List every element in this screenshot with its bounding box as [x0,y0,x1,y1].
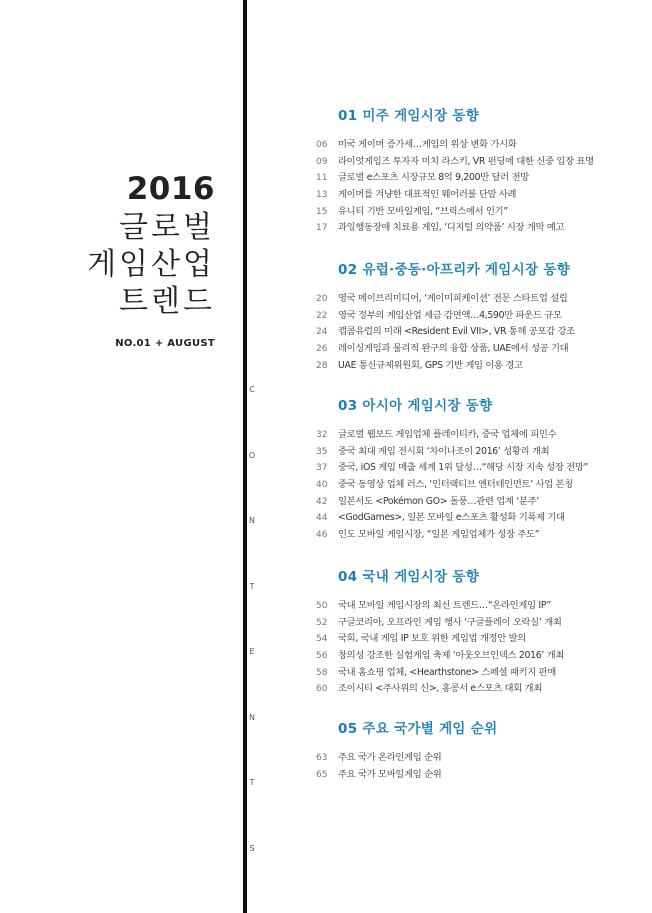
toc-entry[interactable] [316,308,636,325]
toc-list [316,598,636,698]
entry-title: 영국 정부의 게임산업 세금 감면액…4,590만 파운드 규모 [338,309,562,321]
cover-title [87,209,215,320]
entry-title: 국내 홈쇼핑 업체, <Hearthstone> 스페셜 패키지 판매 [338,666,557,678]
section-title: 01 미주 게임시장 동향 [338,108,480,124]
page-number: 20 [316,294,328,304]
entry-title: 레이싱게임과 물리적 완구의 융합 상품, UAE에서 성공 기대 [338,343,569,355]
entry-title: 영국 메이브리미디어, ‘게이미피케이션’ 전문 스타트업 설립 [338,293,568,304]
cover-title-line: 게임산업 [87,247,215,282]
contents-letter: T [249,581,255,591]
toc-entry[interactable] [316,204,636,221]
page-number: 24 [316,327,328,338]
toc-entry[interactable] [316,510,636,527]
page-number: 11 [316,173,328,184]
page-number: 22 [316,310,328,321]
toc-entry[interactable] [316,767,636,784]
contents-letter: N [249,516,255,525]
page-number: 13 [316,190,328,201]
toc-entry[interactable] [316,681,636,698]
contents-letter: C [249,385,255,394]
entry-title: 글로벌 웹보드 게임업체 플레이티카, 중국 업체에 피인수 [338,429,557,440]
entry-title: 주요 국가 온라인게임 순위 [338,752,442,763]
toc-entry[interactable] [316,648,636,665]
contents-letter: E [249,647,255,656]
section-title: 03 아시아 게임시장 동향 [338,398,493,414]
page-number: 09 [316,156,328,167]
page-number: 15 [316,206,328,217]
toc-section-emea [316,258,636,374]
toc-entry[interactable] [316,598,636,615]
contents-letter: S [249,843,255,853]
entry-title: 국회, 국내 게임 IP 보호 위한 게임법 개정안 발의 [338,633,526,645]
page-number: 63 [316,753,328,763]
entry-title: 라이엇게임즈 투자자 미치 라스키, VR 펀딩에 대한 신중 입장 표명 [338,155,594,167]
page-number: 42 [316,496,328,507]
page-number: 54 [316,634,328,645]
page-number: 56 [316,651,328,662]
contents-letter: O [248,450,256,460]
entry-title: 주요 국가 모바일게임 순위 [338,768,442,780]
contents-vertical-label [244,385,260,909]
toc-entry[interactable] [316,137,636,154]
issue-label: NO.01 + AUGUST [115,338,215,349]
entry-title: 캡콤유럽의 미래 <Resident Evil VII>, VR 통해 공포감 강조 [338,326,575,338]
entry-title: 미국 게이머 증가세…게임의 위상 변화 가시화 [338,139,517,150]
entry-title: 중국 최대 게임 전시회 ‘차이나조이 2016’ 성황리 개최 [338,445,550,457]
entry-title: 구글코리아, 오프라인 게임 행사 ‘구글플레이 오락실’ 개최 [338,616,562,628]
section-title: 02 유럽·중동·아프리카 게임시장 동향 [338,262,571,278]
entry-title: 조이시티 <주사위의 신>, 홍콩서 e스포츠 대회 개최 [338,683,542,695]
page-number: 26 [316,344,328,355]
toc-section-korea [316,565,636,698]
contents-letter: N [249,712,255,722]
page-number: 28 [316,360,328,371]
toc-entry[interactable] [316,615,636,632]
toc-entry[interactable] [316,750,636,767]
toc-section-rankings [316,717,636,783]
toc-entry[interactable] [316,460,636,477]
toc-entry[interactable] [316,341,636,358]
entry-title: 국내 모바일 게임시장의 최신 트렌드…“온라인게임 IP” [338,600,551,611]
toc-entry[interactable] [316,187,636,204]
page-number: 17 [316,223,328,234]
entry-title: 중국 동영상 업체 러스, ‘인터랙티브 엔터테인먼트’ 사업 본칭 [338,479,573,491]
toc-entry[interactable] [316,220,636,237]
toc-entry[interactable] [316,154,636,171]
page-number: 35 [316,446,328,457]
page-number: 50 [316,601,328,611]
page-number: 60 [316,684,328,695]
page-number: 06 [316,140,328,150]
toc-section-asia [316,394,636,544]
contents-letter: T [249,778,255,787]
page-number: 46 [316,530,328,541]
entry-title: 창의성 강조한 실험게임 축제 ‘아웃오브인덱스 2016’ 개최 [338,650,564,662]
cover-title-line: 글로벌 [119,210,215,245]
entry-title: 중국, iOS 게임 매출 세계 1위 달성…“해당 시장 지속 성장 전망” [338,462,589,474]
toc-entry[interactable] [316,170,636,187]
entry-title: 일본서도 <Pokémon GO> 돌풍…관련 업계 ‘분주’ [338,495,539,507]
page-number: 44 [316,513,328,524]
toc-entry[interactable] [316,494,636,511]
cover-title-block [87,172,215,349]
page-number: 65 [316,769,328,780]
toc-entry[interactable] [316,358,636,375]
entry-title: <GodGames>, 일본 모바일 e스포츠 활성화 기폭제 기대 [338,512,565,524]
page-number: 52 [316,617,328,628]
page-number: 32 [316,430,328,440]
toc-entry[interactable] [316,427,636,444]
entry-title: 글로벌 e스포츠 시장규모 8억 9,200만 달러 전망 [338,172,529,184]
toc-entry[interactable] [316,665,636,682]
toc-entry[interactable] [316,631,636,648]
toc-list [316,291,636,374]
page-number: 58 [316,667,328,678]
toc-list [316,750,636,783]
toc-entry[interactable] [316,527,636,544]
entry-title: 게이머를 겨냥한 대표적인 웨어러블 단말 사례 [338,189,517,201]
toc-section-americas [316,104,636,237]
toc-entry[interactable] [316,444,636,461]
entry-title: 과잉행동장애 치료용 게임, ‘디지털 의약품’ 시장 개막 예고 [338,222,565,234]
entry-title: UAE 통신규제위원회, GPS 기반 게임 이용 경고 [338,359,523,371]
section-title: 04 국내 게임시장 동향 [338,569,480,585]
section-title: 05 주요 국가별 게임 순위 [338,721,498,737]
entry-title: 인도 모바일 게임시장, “일본 게임업체가 성장 주도” [338,529,540,541]
entry-title: 유니티 기반 모바일게임, “브릭스에서 인기” [338,205,508,217]
toc-entry[interactable] [316,324,636,341]
toc-entry[interactable] [316,477,636,494]
page-number: 40 [316,480,328,491]
toc-list [316,427,636,544]
toc-entry[interactable] [316,291,636,308]
cover-title-line: 트렌드 [119,284,215,319]
toc-list [316,137,636,237]
page-number: 37 [316,463,328,474]
cover-year: 2016 [126,171,215,207]
